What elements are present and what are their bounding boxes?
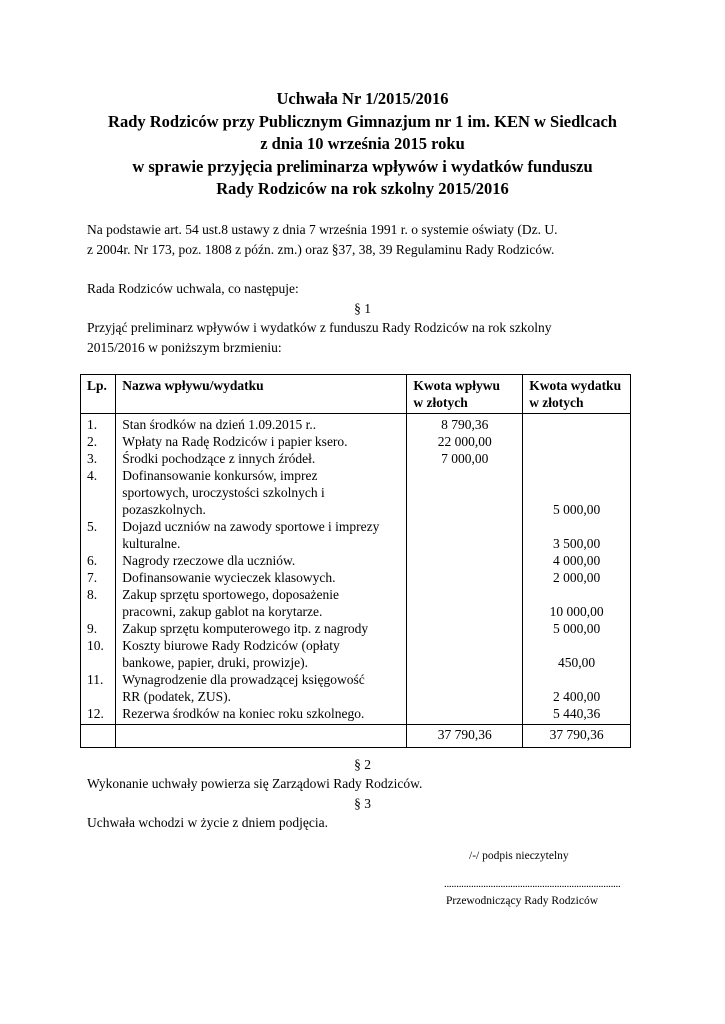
row-expense-value: 3 500,00 [552,536,601,551]
row-lp: 5. [81,518,116,552]
table-row [81,637,631,671]
row-name [116,586,407,620]
row-income-value: 7 000,00 [441,451,489,466]
row-name [116,467,407,518]
row-name [116,705,407,725]
section-1-mark: § 1 [354,301,371,316]
row-expense [523,433,631,450]
row-income [407,586,523,620]
row-name-line: Rezerwa środków na koniec roku szkolnego. [122,706,365,721]
row-lp: 9. [81,620,116,637]
row-income [407,620,523,637]
table-row [81,671,631,705]
table-header-row [81,375,631,414]
row-name-line: Nagrody rzeczowe dla uczniów. [122,553,296,568]
row-expense-value: 5 000,00 [552,621,601,636]
row-income [407,637,523,671]
header-name: Nazwa wpływu/wydatku [116,375,407,414]
row-name [116,450,407,467]
table-row [81,450,631,467]
section-1-line: 2015/2016 w poniższym brzmieniu: [87,340,282,355]
row-lp: 4. [81,467,116,518]
total-expense: 37 790,36 [523,725,631,748]
row-name-line: pracowni, zakup gablot na korytarze. [122,604,323,619]
row-name [116,569,407,586]
row-income [407,671,523,705]
signature-role: Przewodniczący Rady Rodziców [446,895,599,907]
row-name-line: pozaszkolnych. [122,502,206,517]
row-expense [523,620,631,637]
row-expense [523,586,631,620]
header-income-line: Kwota wpływu [413,378,500,393]
row-income [407,467,523,518]
row-name-line: bankowe, papier, druki, prowizje). [122,655,309,670]
row-lp: 12. [81,705,116,725]
header-expense-line: w złotych [529,395,584,410]
row-name-line: Dofinansowanie wycieczek klasowych. [122,570,336,585]
row-expense [523,671,631,705]
row-expense [523,467,631,518]
row-name [116,518,407,552]
legal-basis-line: Na podstawie art. 54 ust.8 ustawy z dnia 7 września 1991 r. o systemie oświaty (Dz. U. [87,222,558,237]
table-row [81,586,631,620]
table-row [81,414,631,434]
totals-name-cell [116,725,407,748]
row-expense-value: 2 400,00 [552,689,601,704]
signature-line: ........................................................................ [444,878,621,890]
row-lp: 2. [81,433,116,450]
row-lp: 11. [81,671,116,705]
row-income [407,705,523,725]
row-income [407,450,523,467]
row-name [116,414,407,434]
row-income [407,569,523,586]
budget-table-body [81,414,631,725]
row-income [407,552,523,569]
section-2-mark: § 2 [354,757,371,772]
row-name-line: Zakup sprzętu sportowego, doposażenie [122,587,339,602]
row-lp: 8. [81,586,116,620]
section-3-mark: § 3 [354,796,371,811]
row-name-line: RR (podatek, ZUS). [122,689,231,704]
row-name-line: Dojazd uczniów na zawody sportowe i imprezy [122,519,380,534]
row-name-line: kulturalne. [122,536,181,551]
table-row [81,620,631,637]
budget-table [80,374,631,748]
legal-basis-paragraph [87,220,647,260]
row-name-line: Dofinansowanie konkursów, imprez [122,468,318,483]
row-name [116,620,407,637]
totals-lp-cell [81,725,116,748]
table-row [81,552,631,569]
title-line-council: Rady Rodziców przy Publicznym Gimnazjum nr 1 im. KEN w Siedlcach [108,111,617,131]
table-row [81,467,631,518]
legal-basis-line: z 2004r. Nr 173, poz. 1808 z późn. zm.) oraz §37, 38, 39 Regulaminu Rady Rodziców. [87,242,555,257]
row-expense [523,552,631,569]
section-1-line: Przyjąć preliminarz wpływów i wydatków z funduszu Rady Rodziców na rok szkolny [87,320,552,335]
row-income [407,414,523,434]
header-income [407,375,523,414]
row-expense-value: 4 000,00 [552,553,601,568]
row-lp: 3. [81,450,116,467]
title-line-number: Uchwała Nr 1/2015/2016 [276,89,449,108]
title-line-date: z dnia 10 września 2015 roku [260,134,465,153]
row-expense [523,414,631,434]
row-expense-value: 2 000,00 [552,570,601,585]
row-name-line: sportowych, uroczystości szkolnych i [122,485,325,500]
resolution-title [0,88,725,201]
row-income-value: 22 000,00 [437,434,492,449]
table-row [81,569,631,586]
row-expense [523,705,631,725]
row-expense-value: 450,00 [558,655,596,670]
table-row [81,705,631,725]
row-name-line: Środki pochodzące z innych źródeł. [122,451,316,466]
table-row [81,433,631,450]
row-income-value: 8 790,36 [441,417,489,432]
row-expense [523,637,631,671]
row-income [407,518,523,552]
total-income: 37 790,36 [407,725,523,748]
row-name [116,433,407,450]
header-expense-line: Kwota wydatku [529,378,622,393]
header-expense [523,375,631,414]
row-name-line: Koszty biurowe Rady Rodziców (opłaty [122,638,340,653]
section-1-text [87,318,647,358]
table-row [81,518,631,552]
row-name-line: Zakup sprzętu komputerowego itp. z nagrody [122,621,369,636]
row-expense [523,518,631,552]
row-expense-value: 5 000,00 [552,502,601,517]
totals-row [81,725,631,748]
section-3-text: Uchwała wchodzi w życie z dniem podjęcia. [87,815,329,830]
row-lp: 7. [81,569,116,586]
row-lp: 1. [81,414,116,434]
signature-note: /-/ podpis nieczytelny [469,850,569,862]
row-name-line: Wynagrodzenie dla prowadzącej księgowość [122,672,365,687]
row-name-line: Wpłaty na Radę Rodziców i papier ksero. [122,434,348,449]
header-lp: Lp. [81,375,116,414]
row-name-line: Stan środków na dzień 1.09.2015 r.. [122,417,317,432]
row-expense-value: 10 000,00 [549,604,604,619]
title-line-subject: w sprawie przyjęcia preliminarza wpływów i wydatków funduszu [132,156,593,176]
resolution-intro: Rada Rodziców uchwala, co następuje: [87,281,299,296]
row-name [116,671,407,705]
title-line-year: Rady Rodziców na rok szkolny 2015/2016 [216,179,509,198]
row-lp: 6. [81,552,116,569]
row-name [116,637,407,671]
header-income-line: w złotych [413,395,468,410]
row-expense-value: 5 440,36 [552,706,601,721]
row-expense [523,450,631,467]
row-name [116,552,407,569]
row-income [407,433,523,450]
row-lp: 10. [81,637,116,671]
row-expense [523,569,631,586]
section-2-text: Wykonanie uchwały powierza się Zarządowi Rady Rodziców. [87,776,423,791]
